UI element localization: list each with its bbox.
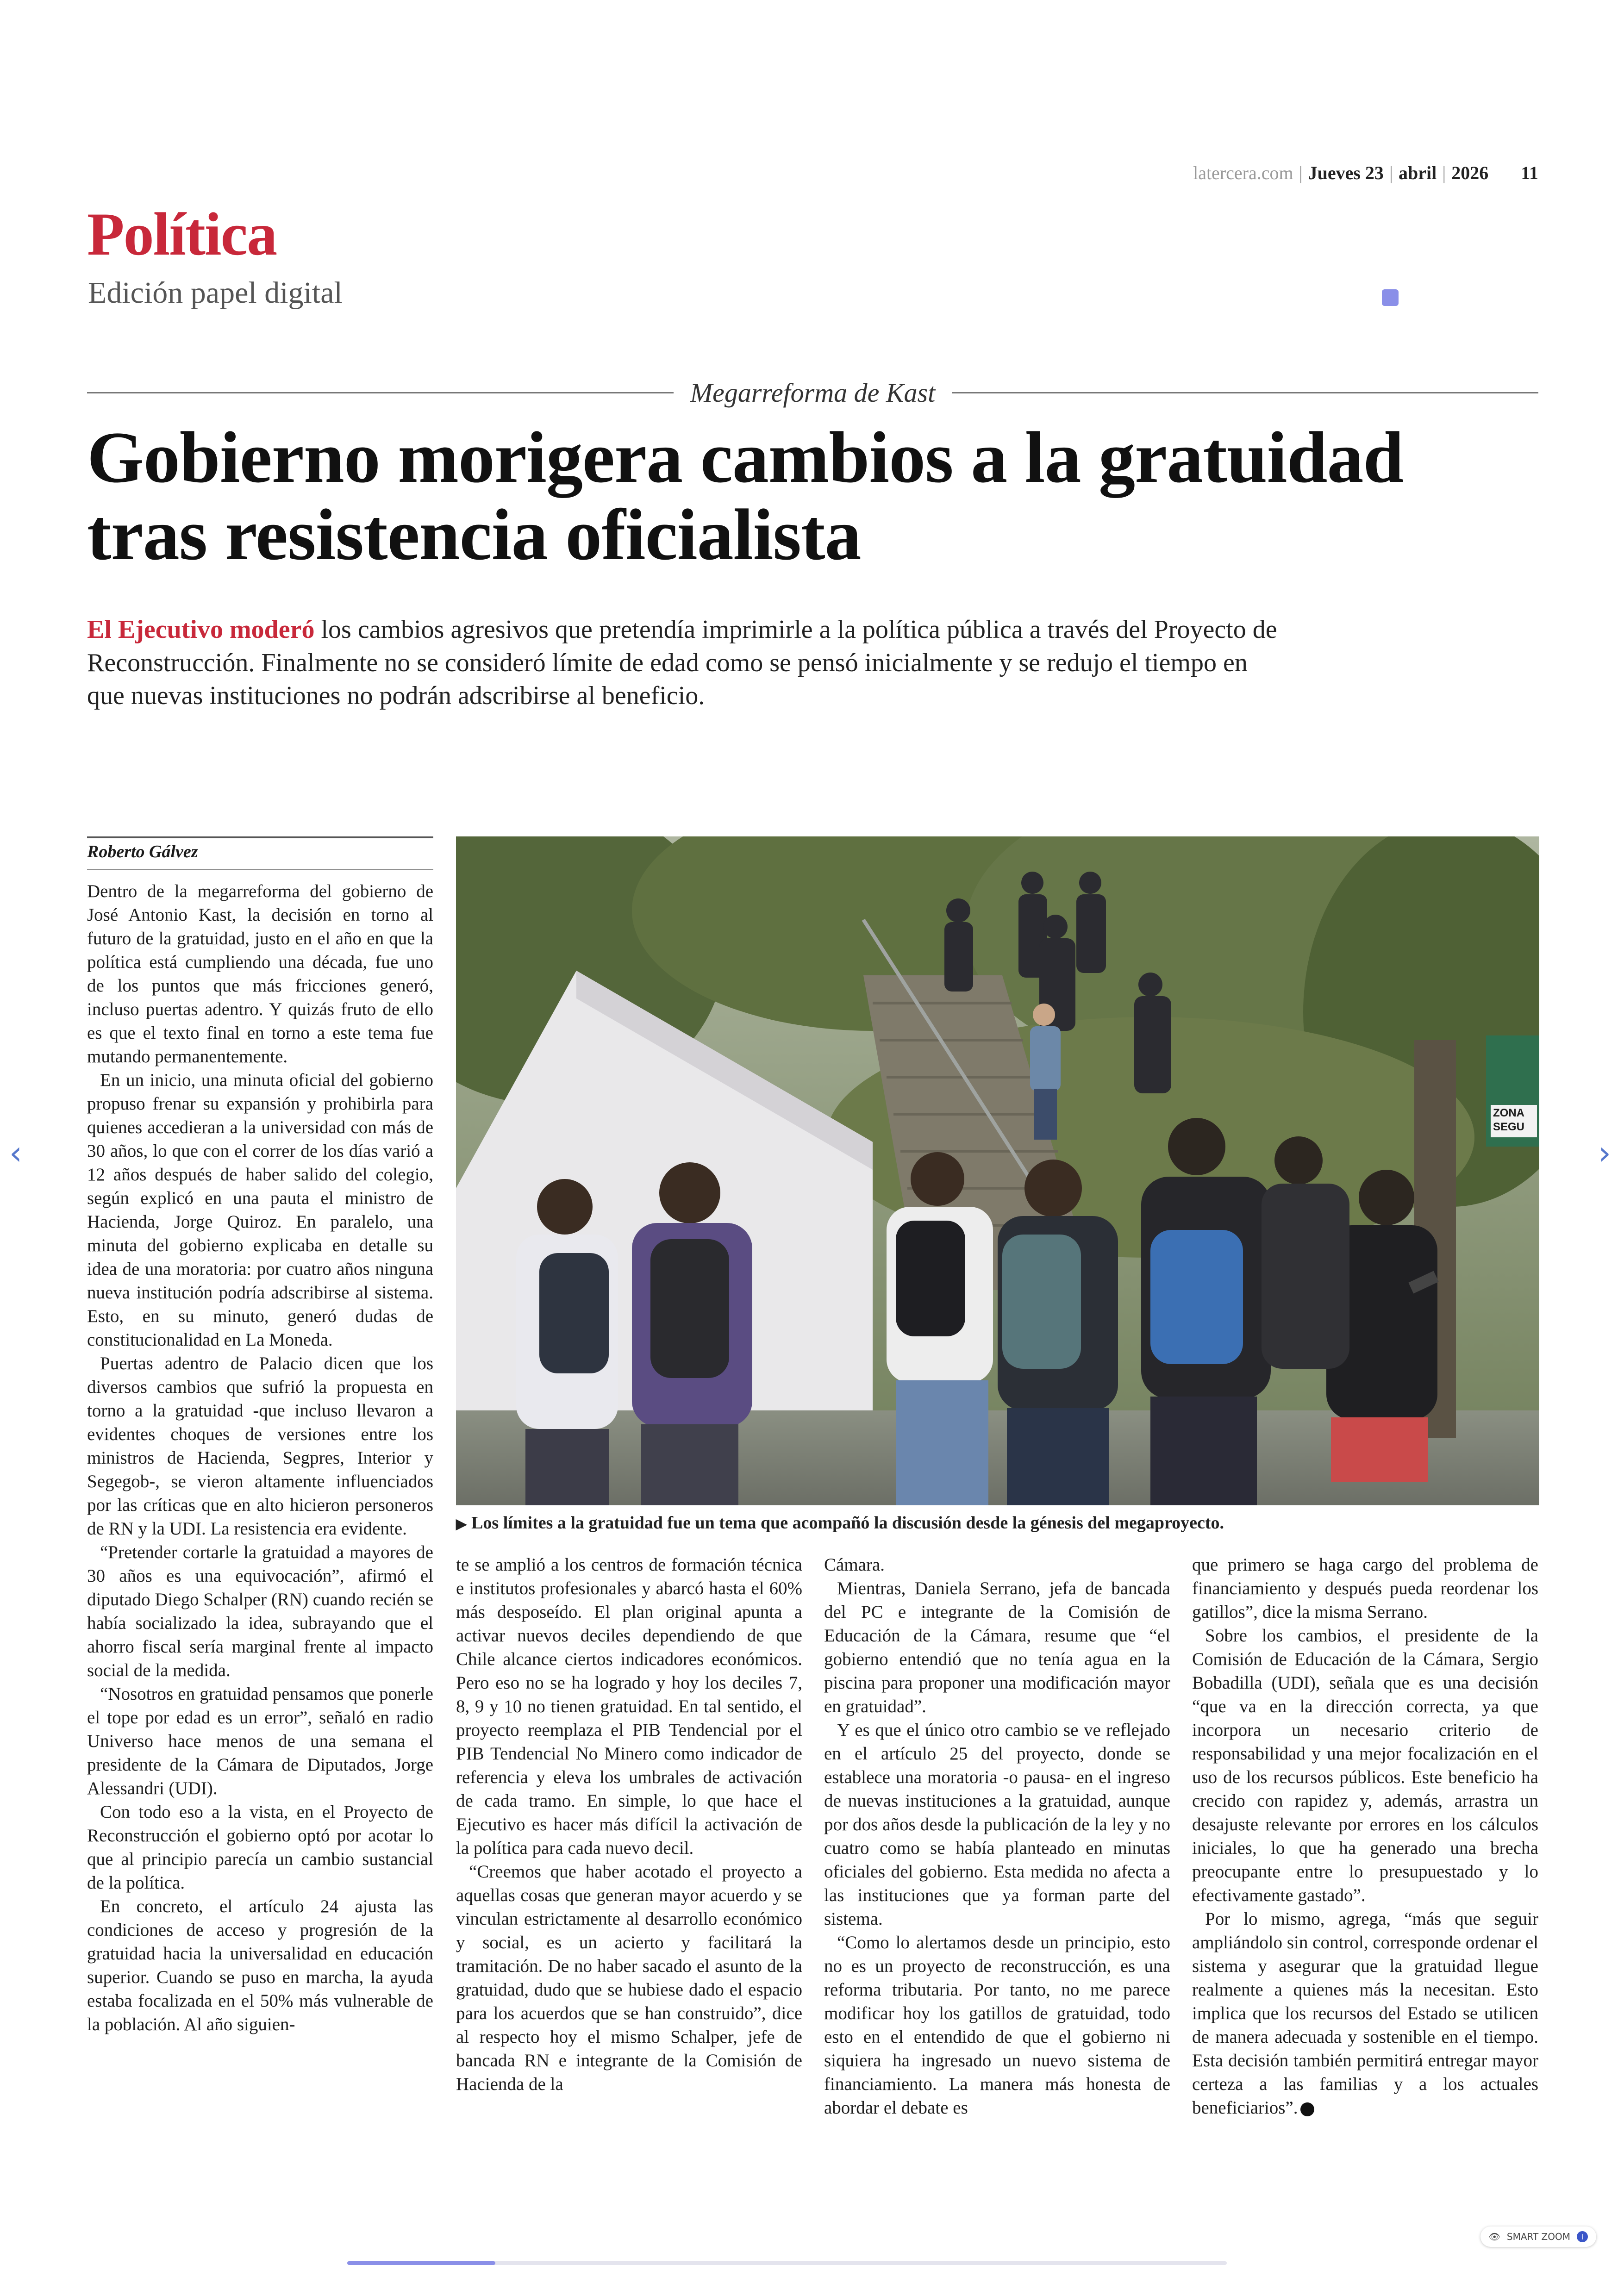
chevron-right-icon[interactable]: ›	[1598, 1134, 1611, 1172]
section-title: Política	[87, 200, 277, 268]
paragraph: Puertas adentro de Palacio dicen que los diversos cambios que sufrió la propuesta en torno a la gratuidad -que incluso llevaron a evidentes choques de versiones entre los ministros de Hacienda, Segpres, Interior y Segegob-, se vieron altamente influenciados por las críticas que en alto hicieron personeros de RN y la UDI. La resistencia era evidente.	[87, 1353, 433, 1539]
site-name: latercera.com	[1193, 162, 1293, 183]
smart-zoom-button[interactable]	[1480, 2226, 1596, 2247]
article-column-4	[1192, 1553, 1538, 2141]
sign-text-2: SEGU	[1493, 1121, 1525, 1133]
masthead	[1193, 162, 1538, 184]
edition-label: Edición papel digital	[88, 276, 343, 310]
date-day: Jueves 23	[1308, 162, 1384, 183]
caption-text: Los límites a la gratuidad fue un tema que acompañó la discusión desde la génesis del megaproyecto.	[471, 1513, 1224, 1533]
paragraph: En un inicio, una minuta oficial del gobierno propuso frenar su expansión y prohibirla para quienes accedieran a la universidad con más de 30 años, lo que con el correr de los días varió a 12 años después de haber salido del colegio, según explicó en una pauta el ministro de Hacienda, Jorge Quiroz. En paralelo, una minuta del gobierno explicaba en detalle su idea de una moratoria: por cuatro años ninguna nueva institución podría adscribirse al sistema. Esto, en su minuto, generó dudas de constitucionalidad en La Moneda.	[87, 1070, 433, 1350]
separator: |	[1442, 162, 1446, 183]
date-month: abril	[1398, 162, 1437, 183]
paragraph	[1192, 1907, 1538, 2120]
paragraph: “Nosotros en gratuidad pensamos que ponerle el tope por edad es un error”, señaló en radio Universo hace menos de una semana el presidente de la Cámara de Diputados, Jorge Alessandri (UDI).	[87, 1684, 433, 1798]
lead	[87, 613, 1291, 713]
paragraph: Y es que el único otro cambio se ve reflejado en el artículo 25 del proyecto, donde se establece una moratoria -o pausa- en el ingreso de nuevas instituciones a la gratuidad, aunque por dos años desde la publicación de la ley y no cuatro como se había planteado en minutas oficiales del gobierno. Esta medida no afecta a las instituciones que ya forman parte del sistema.	[824, 1720, 1170, 1929]
info-icon[interactable]: i	[1577, 2231, 1588, 2242]
byline-rule-top	[87, 836, 433, 838]
article-column-2	[456, 1553, 802, 2141]
article-column-1	[87, 879, 433, 2134]
paragraph: Con todo eso a la vista, en el Proyecto de Reconstrucción el gobierno optó por acotar lo que al principio parecía un cambio sustancial de la política.	[87, 1802, 433, 1893]
kicker-rule-right	[952, 392, 1538, 393]
paragraph: que primero se haga cargo del problema de financiamiento y después pueda reordenar los gatillos”, dice la misma Serrano.	[1192, 1555, 1538, 1622]
lead-highlight: El Ejecutivo moderó	[87, 615, 315, 644]
headline: Gobierno morigera cambios a la gratuidad tras resistencia oficialista	[87, 417, 1404, 576]
smart-zoom-label: SMART ZOOM	[1506, 2231, 1570, 2242]
paragraph: Dentro de la megarreforma del gobierno de José Antonio Kast, la decisión en torno al futuro de la gratuidad, justo en el año en que la política está cumpliendo una década, fue uno de los puntos que más fricciones generó, incluso puertas adentro. Y quizás fruto de ello es que el texto final en torno a este tema fue mutando permanentemente.	[87, 881, 433, 1066]
kicker-rule-left	[87, 392, 674, 393]
students-photo	[456, 836, 1539, 1505]
sign-text-1: ZONA	[1493, 1107, 1524, 1119]
caption-arrow-icon: ▶	[456, 1516, 467, 1532]
chevron-left-icon[interactable]: ‹	[9, 1134, 22, 1172]
paragraph: “Pretender cortarle la gratuidad a mayores de 30 años es una equivocación”, afirmó el diputado Diego Schalper (RN) cuando recién se había socializado la idea, subrayando que el ahorro fiscal sería marginal frente al impacto social de la medida.	[87, 1542, 433, 1680]
kicker-row	[87, 377, 1538, 408]
date-year: 2026	[1451, 162, 1489, 183]
article-photo	[456, 836, 1539, 1505]
byline-rule-bottom	[87, 869, 433, 870]
separator: |	[1299, 162, 1303, 183]
paragraph: te se amplió a los centros de formación técnica e institutos profesionales y abarcó hasta el 60% más desposeído. El plan original apunta a activar nuevos deciles dependiendo de que Chile alcance ciertos indicadores económicos. Pero eso no se ha logrado y hoy los deciles 7, 8, 9 y 10 no tienen gratuidad. En tal sentido, el proyecto reemplaza el PIB Tendencial por el PIB Tendencial No Minero como indicador de referencia y eleva los umbrales de activación de cada tramo. En simple, lo que hace el Ejecutivo es hacer más difícil la activación de la política para cada nuevo decil.	[456, 1555, 802, 1858]
lead-text: los cambios agresivos que pretendía imprimirle a la política pública a través del Proyecto de Reconstrucción. Finalmente no se consideró límite de edad como se pensó inicialmente y se redujo el tiempo en que nuevas instituciones no podrán adscribirse al beneficio.	[87, 615, 1277, 711]
paragraph: Mientras, Daniela Serrano, jefa de bancada del PC e integrante de la Comisión de Educación de la Cámara, resume que “el gobierno entendió que no tenía agua en la piscina para proponer una modificación mayor en gratuidad”.	[824, 1578, 1170, 1716]
end-mark-icon	[1300, 2102, 1314, 2116]
paragraph: “Creemos que haber acotado el proyecto a aquellas cosas que generan mayor acuerdo y se vinculan estrictamente al desarrollo económico y social, es un acierto y facilitará la tramitación. De no haber sacado el asunto de la gratuidad, dudo que se hubiese dado el espacio para los acuerdos que se han construido”, dice al respecto hoy el mismo Schalper, jefe de bancada RN e integrante de la Comisión de Hacienda de la	[456, 1862, 802, 2094]
bookmark-icon[interactable]	[1382, 289, 1399, 306]
paragraph: Sobre los cambios, el presidente de la Comisión de Educación de la Cámara, Sergio Bobadilla (UDI), señala que es una decisión “que va en la dirección correcta, ya que incorpora un necesario criterio de responsabilidad y una mejor focalización en el uso de los recursos públicos. Este beneficio ha crecido con rapidez y, además, arrastra un desajuste relevante por errores en los cálculos iniciales, lo que ha generado una brecha preocupante entre lo presupuestado y lo efectivamente gastado”.	[1192, 1626, 1538, 1905]
paragraph: En concreto, el artículo 24 ajusta las condiciones de acceso y progresión de la gratuidad hacia la universalidad en educación superior. Cuando se puso en marcha, la ayuda estaba focalizada en el 50% más vulnerable de la población. Al año siguien-	[87, 1896, 433, 2034]
page-scroll-thumb[interactable]	[347, 2261, 495, 2265]
kicker: Megarreforma de Kast	[690, 378, 936, 408]
photo-caption	[456, 1513, 1539, 1533]
page-number: 11	[1521, 162, 1538, 183]
eye-icon: 👁	[1488, 2231, 1500, 2242]
separator: |	[1389, 162, 1393, 183]
byline: Roberto Gálvez	[87, 842, 198, 861]
paragraph: “Como lo alertamos desde un principio, esto no es un proyecto de reconstrucción, es una reforma tributaria. Por tanto, no me parece modificar hoy los gatillos de gratuidad, todo esto en el entendido de que el gobierno ni siquiera ha ingresado un nuevo sistema de financiamiento. La manera más honesta de abordar el debate es	[824, 1933, 1170, 2118]
paragraph: Cámara.	[824, 1555, 885, 1575]
article-column-3	[824, 1553, 1170, 2141]
paragraph-text: Por lo mismo, agrega, “más que seguir ampliándolo sin control, corresponde ordenar el sistema y asegurar que la gratuidad llegue realmente a quienes más la necesitan. Esto implica que los recursos del Estado se utilicen de manera adecuada y sostenible en el tiempo. Esta decisión también permitirá entregar mayor certeza a las familias y a los actuales beneficiarios”.	[1192, 1909, 1538, 2118]
